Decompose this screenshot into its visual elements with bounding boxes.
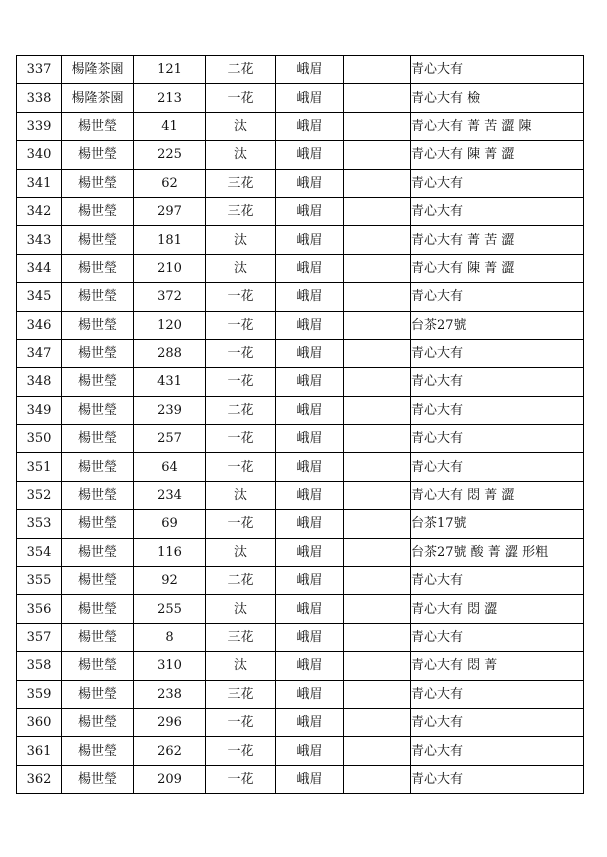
sample-value: 257 — [134, 425, 206, 453]
table-row — [17, 396, 584, 424]
variety-notes: 青心大有 — [411, 708, 584, 736]
sample-value: 121 — [134, 56, 206, 84]
owner-name: 楊世瑩 — [62, 396, 134, 424]
owner-name: 楊世瑩 — [62, 595, 134, 623]
location-cell: 峨眉 — [276, 425, 344, 453]
grade-cell: 汰 — [206, 595, 276, 623]
owner-name: 楊世瑩 — [62, 112, 134, 140]
variety-notes: 青心大有 悶 菁 — [411, 652, 584, 680]
location-cell: 峨眉 — [276, 538, 344, 566]
owner-name: 楊世瑩 — [62, 623, 134, 651]
row-number: 358 — [17, 652, 62, 680]
table-row — [17, 510, 584, 538]
sample-value: 69 — [134, 510, 206, 538]
location-cell: 峨眉 — [276, 84, 344, 112]
grade-cell: 二花 — [206, 567, 276, 595]
row-number: 353 — [17, 510, 62, 538]
empty-cell — [344, 538, 411, 566]
empty-cell — [344, 283, 411, 311]
location-cell: 峨眉 — [276, 595, 344, 623]
grade-cell: 一花 — [206, 84, 276, 112]
owner-name: 楊世瑩 — [62, 339, 134, 367]
sample-value: 62 — [134, 169, 206, 197]
location-cell: 峨眉 — [276, 567, 344, 595]
row-number: 362 — [17, 765, 62, 793]
row-number: 339 — [17, 112, 62, 140]
grade-cell: 一花 — [206, 311, 276, 339]
row-number: 350 — [17, 425, 62, 453]
variety-notes: 青心大有 — [411, 197, 584, 225]
sample-value: 120 — [134, 311, 206, 339]
grade-cell: 一花 — [206, 737, 276, 765]
sample-value: 297 — [134, 197, 206, 225]
location-cell: 峨眉 — [276, 510, 344, 538]
variety-notes: 台茶17號 — [411, 510, 584, 538]
grade-cell: 汰 — [206, 538, 276, 566]
empty-cell — [344, 112, 411, 140]
grade-cell: 汰 — [206, 226, 276, 254]
grade-cell: 汰 — [206, 481, 276, 509]
variety-notes: 青心大有 — [411, 169, 584, 197]
location-cell: 峨眉 — [276, 680, 344, 708]
sample-value: 225 — [134, 141, 206, 169]
table-row — [17, 283, 584, 311]
grade-cell: 一花 — [206, 283, 276, 311]
row-number: 361 — [17, 737, 62, 765]
sample-value: 92 — [134, 567, 206, 595]
variety-notes: 台茶27號 酸 菁 澀 形粗 — [411, 538, 584, 566]
empty-cell — [344, 737, 411, 765]
empty-cell — [344, 226, 411, 254]
grade-cell: 二花 — [206, 56, 276, 84]
row-number: 356 — [17, 595, 62, 623]
empty-cell — [344, 680, 411, 708]
variety-notes: 青心大有 — [411, 680, 584, 708]
owner-name: 楊世瑩 — [62, 425, 134, 453]
owner-name: 楊世瑩 — [62, 226, 134, 254]
table-row — [17, 56, 584, 84]
empty-cell — [344, 708, 411, 736]
sample-value: 181 — [134, 226, 206, 254]
variety-notes: 青心大有 — [411, 765, 584, 793]
owner-name: 楊世瑩 — [62, 197, 134, 225]
sample-value: 209 — [134, 765, 206, 793]
owner-name: 楊隆茶園 — [62, 56, 134, 84]
owner-name: 楊世瑩 — [62, 567, 134, 595]
sample-value: 255 — [134, 595, 206, 623]
empty-cell — [344, 84, 411, 112]
empty-cell — [344, 765, 411, 793]
empty-cell — [344, 339, 411, 367]
owner-name: 楊世瑩 — [62, 311, 134, 339]
variety-notes: 青心大有 — [411, 339, 584, 367]
sample-value: 234 — [134, 481, 206, 509]
empty-cell — [344, 623, 411, 651]
empty-cell — [344, 453, 411, 481]
grade-cell: 汰 — [206, 254, 276, 282]
table-row — [17, 84, 584, 112]
table-row — [17, 197, 584, 225]
table-row — [17, 339, 584, 367]
sample-value: 8 — [134, 623, 206, 651]
table-row — [17, 169, 584, 197]
sample-value: 116 — [134, 538, 206, 566]
location-cell: 峨眉 — [276, 311, 344, 339]
sample-value: 372 — [134, 283, 206, 311]
variety-notes: 青心大有 — [411, 56, 584, 84]
owner-name: 楊世瑩 — [62, 169, 134, 197]
sample-value: 210 — [134, 254, 206, 282]
table-body — [17, 56, 584, 794]
owner-name: 楊世瑩 — [62, 481, 134, 509]
empty-cell — [344, 396, 411, 424]
grade-cell: 三花 — [206, 169, 276, 197]
owner-name: 楊世瑩 — [62, 283, 134, 311]
location-cell: 峨眉 — [276, 652, 344, 680]
variety-notes: 青心大有 陳 菁 澀 — [411, 141, 584, 169]
empty-cell — [344, 169, 411, 197]
location-cell: 峨眉 — [276, 112, 344, 140]
variety-notes: 青心大有 — [411, 425, 584, 453]
row-number: 342 — [17, 197, 62, 225]
owner-name: 楊世瑩 — [62, 254, 134, 282]
sample-value: 238 — [134, 680, 206, 708]
table-row — [17, 254, 584, 282]
table-row — [17, 311, 584, 339]
empty-cell — [344, 141, 411, 169]
variety-notes: 青心大有 悶 菁 澀 — [411, 481, 584, 509]
location-cell: 峨眉 — [276, 141, 344, 169]
owner-name: 楊世瑩 — [62, 538, 134, 566]
table-row — [17, 708, 584, 736]
location-cell: 峨眉 — [276, 197, 344, 225]
variety-notes: 青心大有 悶 澀 — [411, 595, 584, 623]
owner-name: 楊世瑩 — [62, 453, 134, 481]
owner-name: 楊世瑩 — [62, 368, 134, 396]
row-number: 343 — [17, 226, 62, 254]
owner-name: 楊世瑩 — [62, 680, 134, 708]
variety-notes: 青心大有 — [411, 396, 584, 424]
location-cell: 峨眉 — [276, 339, 344, 367]
row-number: 351 — [17, 453, 62, 481]
row-number: 354 — [17, 538, 62, 566]
location-cell: 峨眉 — [276, 623, 344, 651]
location-cell: 峨眉 — [276, 765, 344, 793]
owner-name: 楊世瑩 — [62, 652, 134, 680]
location-cell: 峨眉 — [276, 254, 344, 282]
location-cell: 峨眉 — [276, 368, 344, 396]
variety-notes: 青心大有 檢 — [411, 84, 584, 112]
empty-cell — [344, 368, 411, 396]
table-row — [17, 112, 584, 140]
owner-name: 楊世瑩 — [62, 510, 134, 538]
table-row — [17, 765, 584, 793]
grade-cell: 一花 — [206, 339, 276, 367]
row-number: 345 — [17, 283, 62, 311]
row-number: 359 — [17, 680, 62, 708]
sample-value: 288 — [134, 339, 206, 367]
sample-value: 431 — [134, 368, 206, 396]
row-number: 346 — [17, 311, 62, 339]
variety-notes: 青心大有 菁 苦 澀 陳 — [411, 112, 584, 140]
location-cell: 峨眉 — [276, 481, 344, 509]
row-number: 338 — [17, 84, 62, 112]
table-row — [17, 652, 584, 680]
location-cell: 峨眉 — [276, 737, 344, 765]
row-number: 349 — [17, 396, 62, 424]
location-cell: 峨眉 — [276, 169, 344, 197]
owner-name: 楊世瑩 — [62, 708, 134, 736]
empty-cell — [344, 425, 411, 453]
location-cell: 峨眉 — [276, 226, 344, 254]
grade-cell: 一花 — [206, 425, 276, 453]
table-row — [17, 567, 584, 595]
grade-cell: 二花 — [206, 396, 276, 424]
grade-cell: 一花 — [206, 510, 276, 538]
sample-value: 239 — [134, 396, 206, 424]
table-row — [17, 595, 584, 623]
empty-cell — [344, 56, 411, 84]
table-row — [17, 226, 584, 254]
empty-cell — [344, 197, 411, 225]
owner-name: 楊世瑩 — [62, 737, 134, 765]
table-row — [17, 737, 584, 765]
owner-name: 楊世瑩 — [62, 141, 134, 169]
empty-cell — [344, 567, 411, 595]
grade-cell: 一花 — [206, 708, 276, 736]
grade-cell: 三花 — [206, 197, 276, 225]
table-row — [17, 368, 584, 396]
grade-cell: 汰 — [206, 112, 276, 140]
grade-cell: 三花 — [206, 680, 276, 708]
row-number: 341 — [17, 169, 62, 197]
grade-cell: 汰 — [206, 141, 276, 169]
empty-cell — [344, 254, 411, 282]
row-number: 355 — [17, 567, 62, 595]
row-number: 340 — [17, 141, 62, 169]
table-row — [17, 623, 584, 651]
sample-value: 64 — [134, 453, 206, 481]
table-row — [17, 141, 584, 169]
grade-cell: 汰 — [206, 652, 276, 680]
empty-cell — [344, 311, 411, 339]
location-cell: 峨眉 — [276, 56, 344, 84]
variety-notes: 青心大有 — [411, 283, 584, 311]
location-cell: 峨眉 — [276, 708, 344, 736]
location-cell: 峨眉 — [276, 453, 344, 481]
table-row — [17, 538, 584, 566]
sample-value: 213 — [134, 84, 206, 112]
grade-cell: 三花 — [206, 623, 276, 651]
variety-notes: 台茶27號 — [411, 311, 584, 339]
sample-value: 310 — [134, 652, 206, 680]
row-number: 352 — [17, 481, 62, 509]
owner-name: 楊隆茶園 — [62, 84, 134, 112]
empty-cell — [344, 652, 411, 680]
variety-notes: 青心大有 — [411, 453, 584, 481]
sample-value: 41 — [134, 112, 206, 140]
table-row — [17, 481, 584, 509]
row-number: 360 — [17, 708, 62, 736]
location-cell: 峨眉 — [276, 283, 344, 311]
grade-cell: 一花 — [206, 368, 276, 396]
row-number: 357 — [17, 623, 62, 651]
empty-cell — [344, 510, 411, 538]
variety-notes: 青心大有 — [411, 368, 584, 396]
variety-notes: 青心大有 陳 菁 澀 — [411, 254, 584, 282]
table-row — [17, 453, 584, 481]
grade-cell: 一花 — [206, 765, 276, 793]
empty-cell — [344, 595, 411, 623]
owner-name: 楊世瑩 — [62, 765, 134, 793]
sample-value: 262 — [134, 737, 206, 765]
variety-notes: 青心大有 — [411, 567, 584, 595]
row-number: 337 — [17, 56, 62, 84]
table-row — [17, 680, 584, 708]
location-cell: 峨眉 — [276, 396, 344, 424]
table-row — [17, 425, 584, 453]
grade-cell: 一花 — [206, 453, 276, 481]
row-number: 348 — [17, 368, 62, 396]
row-number: 347 — [17, 339, 62, 367]
row-number: 344 — [17, 254, 62, 282]
empty-cell — [344, 481, 411, 509]
variety-notes: 青心大有 — [411, 737, 584, 765]
variety-notes: 青心大有 — [411, 623, 584, 651]
sample-value: 296 — [134, 708, 206, 736]
results-table — [16, 55, 584, 794]
variety-notes: 青心大有 菁 苦 澀 — [411, 226, 584, 254]
